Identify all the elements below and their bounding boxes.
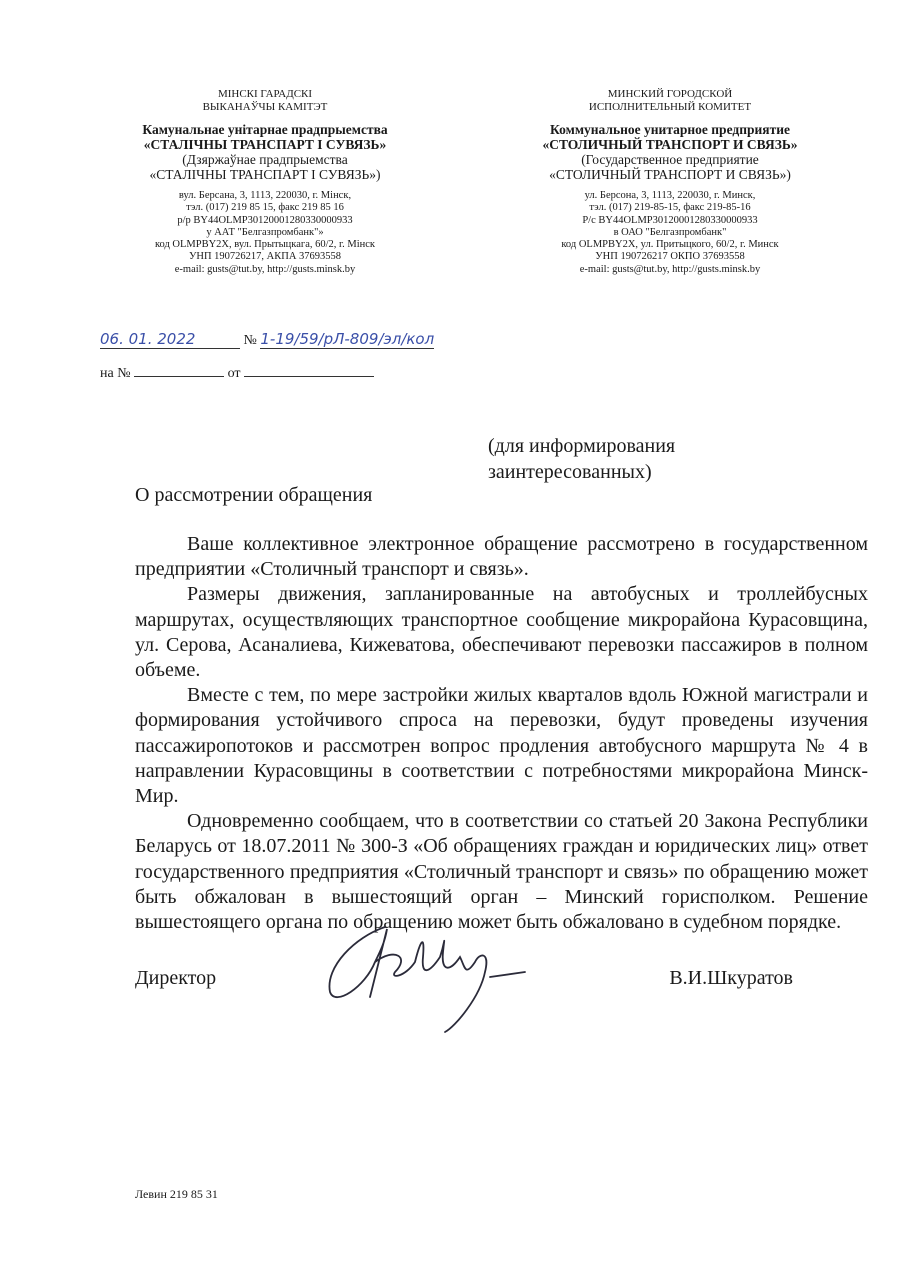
sub-line: (Государственное предприятие [581,152,759,167]
addr-line: УНП 190726217 ОКПО 37693558 [595,251,745,263]
addr-line: e-mail: gusts@tut.by, http://gusts.minsk.by [579,263,761,275]
addressee-line: заинтересованных) [488,461,652,483]
number-label: № [243,333,257,348]
sub-line: (Дзяржаўнае прадпрыемства [182,152,348,167]
reference-line [100,362,374,382]
executor-note: Левин 219 85 31 [135,1187,218,1202]
paragraph: Размеры движения, запланированные на автобусных и троллейбусных маршрутах, осуществляющих транспортное сообщение микрорайона Курасовщина, ул. Серова, Асаналиева, Кижеватова, обеспечивают перевозки пассажиров в полном объеме. [135,583,868,682]
sub-line: «СТАЛІЧНЫ ТРАНСПАРТ І СУВЯЗЬ») [149,167,381,182]
addressee-line: (для информирования [488,435,676,457]
addr-line: ул. Берсона, 3, 1113, 220030, г. Минск, [584,190,756,201]
paragraph: Одновременно сообщаем, что в соответствии со статьей 20 Закона Республики Беларусь от 18.07.2011 № 300-З «Об обращениях граждан и юридических лиц» ответ государственного предприятия «Столичный транспорт и связь» по обращению может быть обжалован в вышестоящий орган – Минский горисполком. Решение вышестоящего органа по обращению может быть обжаловано в судебном порядке. [135,810,868,934]
addr-line: УНП 190726217, АКПА 37693558 [188,251,342,263]
letter-content [135,532,868,1202]
handwritten-date: 06. 01. 2022 [100,330,240,349]
addr-line: код OLMPBY2X, ул. Притыцкого, 60/2, г. Минск [561,239,779,251]
from-label: от [227,366,241,381]
org-line: Коммунальное унитарное предприятие [550,122,790,137]
addr-line: код OLMPBY2X, вул. Прытыцкага, 60/2, г. Мінск [154,239,376,251]
handwritten-signature [315,917,545,1037]
sub-line: «СТОЛИЧНЫЙ ТРАНСПОРТ И СВЯЗЬ») [549,167,791,182]
letterhead-belarusian [115,88,415,276]
addr-line: р/р BY44OLMP30120001280330000933 [177,214,353,226]
addr-line: в ОАО "Белгазпромбанк" [613,226,727,238]
addr-line: e-mail: gusts@tut.by, http://gusts.minsk.by [174,263,356,275]
paragraph: Ваше коллективное электронное обращение рассмотрено в государственном предприятии «Столичный транспорт и связь». [135,533,868,581]
addr-line: тэл. (017) 219-85-15, факс 219-85-16 [589,202,751,214]
ref-blank [134,362,224,377]
letterhead-russian [520,88,820,276]
addr-line: тэл. (017) 219 85 15, факс 219 85 16 [186,202,344,214]
handwritten-number: 1-19/59/рЛ-809/эл/кол [260,330,435,348]
registration-line [100,330,434,349]
signatory-title: Директор [135,967,217,990]
org-line: Камунальнае унітарнае прадпрыемства [142,122,388,137]
from-blank [244,362,374,377]
gov-line: МІНСКІ ГАРАДСКІ [217,88,313,100]
addr-line: у ААТ "Белгазпромбанк"» [206,226,324,238]
signatory-name: В.И.Шкуратов [669,967,793,990]
letter-body [135,532,868,935]
gov-line: ВЫКАНАЎЧЫ КАМІТЭТ [202,100,328,113]
org-line: «СТОЛИЧНЫЙ ТРАНСПОРТ И СВЯЗЬ» [542,137,798,152]
ref-label: на № [100,366,131,381]
org-line: «СТАЛІЧНЫ ТРАНСПАРТ І СУВЯЗЬ» [143,137,387,152]
subject: О рассмотрении обращения [135,484,373,506]
addr-line: вул. Берсана, 3, 1113, 220030, г. Мінск, [178,190,352,201]
addr-line: Р/с BY44OLMP30120001280330000933 [582,214,758,226]
gov-line: МИНСКИЙ ГОРОДСКОЙ [607,88,733,100]
signature-block [135,957,868,1027]
addressee [488,433,675,485]
paragraph: Вместе с тем, по мере застройки жилых кварталов вдоль Южной магистрали и формирования устойчивого спроса на перевозки, будут проведены изучения пассажиропотоков и рассмотрен вопрос продления автобусного маршрута № 4 в направлении Курасовщины в соответствии с потребностями микрорайона Минск-Мир. [135,684,868,808]
gov-line: ИСПОЛНИТЕЛЬНЫЙ КОМИТЕТ [588,100,752,113]
